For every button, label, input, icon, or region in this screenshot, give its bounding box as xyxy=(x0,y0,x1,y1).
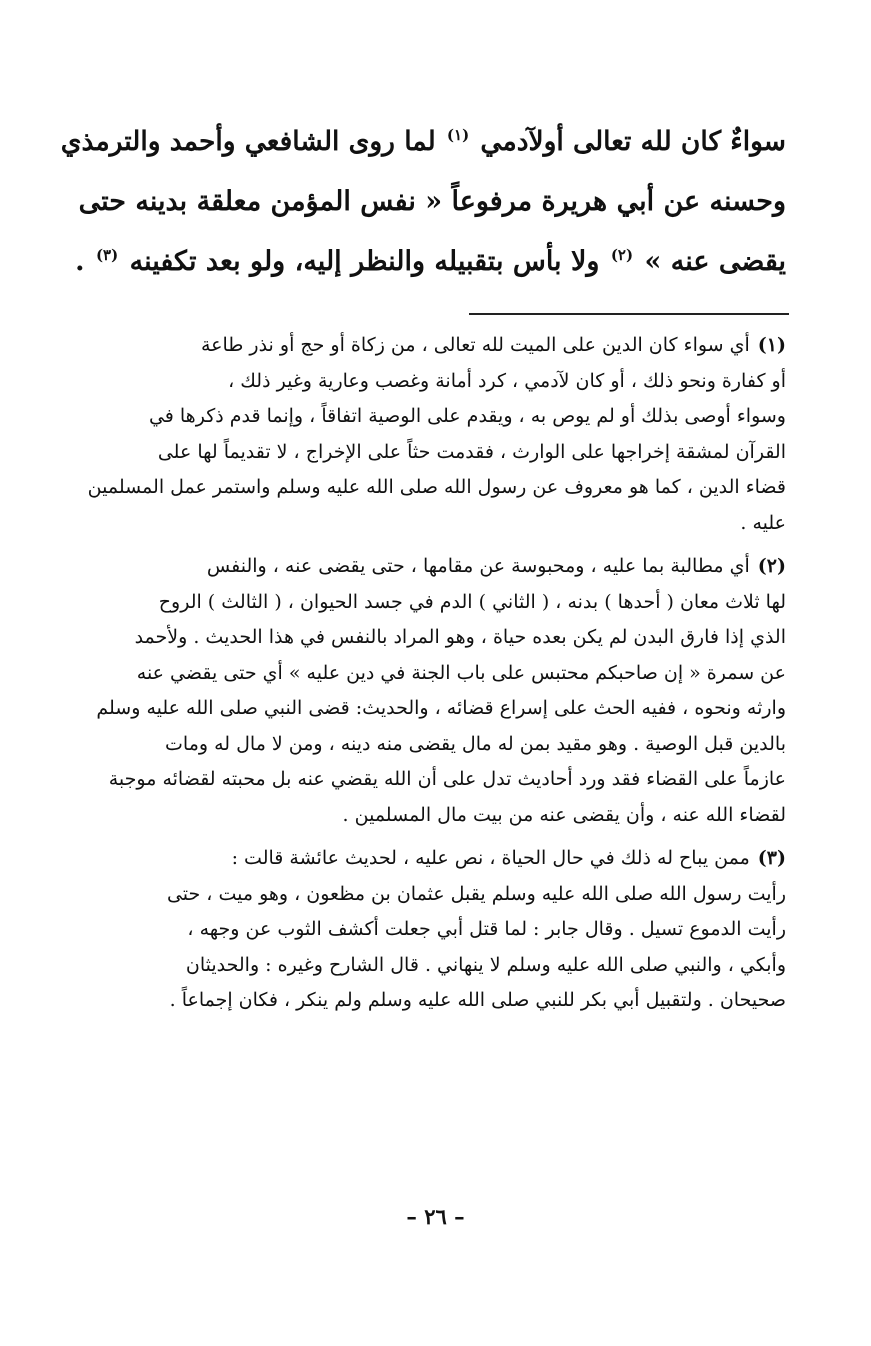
footnote-3 xyxy=(56,841,786,1019)
footnote-1-line-3: وسواء أوصى بذلك أو لم يوص به ، ويقدم على الوصية اتفاقاً ، وإنما قدم ذكرها في xyxy=(148,405,786,427)
footnote-3-line-1 xyxy=(56,841,786,877)
footnote-3-number: (٣) xyxy=(757,847,786,869)
footnote-1-line-2: أو كفارة ونحو ذلك ، أو كان لآدمي ، كرد أمانة وغصب وعارية وغير ذلك ، xyxy=(228,369,786,392)
footnote-1-number: (١) xyxy=(757,334,786,356)
footnote-1-line-1-text: أي سواء كان الدين على الميت لله تعالى ، من زكاة أو حج أو نذر طاعة xyxy=(200,334,750,356)
footnote-3-line-4: وأبكي ، والنبي صلى الله عليه وسلم لا ينهاني . قال الشارح وغيره : والحديثان xyxy=(185,953,786,976)
footnote-2-line-1-text: أي مطالبة بما عليه ، ومحبوسة عن مقامها ، حتى يقضى عنه ، والنفس xyxy=(206,555,750,577)
footnote-3-line-2: رأيت رسول الله صلى الله عليه وسلم يقبل عثمان بن مظعون ، وهو ميت ، حتى xyxy=(166,882,786,905)
main-line-2: وحسنه عن أبي هريرة مرفوعاً « نفس المؤمن معلقة بدينه حتى xyxy=(78,186,786,217)
main-line-1-start: سواءٌ كان لله تعالى أولآدمي xyxy=(480,126,786,157)
footnote-2-line-4: عن سمرة « إن صاحبكم محتبس على باب الجنة في دين عليه » أي حتى يقضي عنه xyxy=(136,661,786,684)
footnotes-section xyxy=(56,328,786,1027)
main-line-3 xyxy=(56,232,786,292)
main-line-1 xyxy=(56,112,786,172)
footnote-ref-2: (٢) xyxy=(610,246,634,264)
footnote-divider xyxy=(469,313,789,315)
footnote-ref-1: (١) xyxy=(446,126,470,145)
main-line-1-rest: لما روى الشافعي وأحمد والترمذي xyxy=(60,126,436,157)
page-number: – ٢٦ – xyxy=(406,1204,465,1229)
footnote-2-line-7: عازماً على القضاء فقد ورد أحاديث تدل على أن الله يقضي عنه بل محبته لقضائه موجبة xyxy=(108,768,786,790)
footnote-2-line-3: الذي إذا فارق البدن لم يكن بعده حياة ، وهو المراد بالنفس في هذا الحديث . ولأحمد xyxy=(134,626,786,648)
main-line-3-end: . xyxy=(75,246,85,277)
footnote-3-line-1-text: ممن يباح له ذلك في حال الحياة ، نص عليه ، لحديث عائشة قالت : xyxy=(231,847,750,869)
footnote-ref-3: (٣) xyxy=(95,246,119,264)
footnote-2 xyxy=(56,549,786,833)
footnote-3-line-3: رأيت الدموع تسيل . وقال جابر : لما قتل أبي جعلت أكشف الثوب عن وجهه ، xyxy=(187,918,786,940)
footnote-2-line-5: وارثه ونحوه ، ففيه الحث على إسراع قضائه ، والحديث: قضى النبي صلى الله عليه وسلم xyxy=(96,697,786,719)
footnote-1-line-6: عليه . xyxy=(740,511,786,534)
footnote-1-line-1 xyxy=(56,328,786,364)
footnote-2-line-2: لها ثلاث معان ( أحدها ) بدنه ، ( الثاني ) الدم في جسد الحيوان ، ( الثالث ) الروح xyxy=(158,590,786,613)
footnote-2-line-6: بالدين قبل الوصية . وهو مقيد بمن له مال يقضى منه دينه ، ومن لا مال له ومات xyxy=(165,732,786,755)
footnote-2-line-1 xyxy=(56,549,786,585)
footnote-2-number: (٢) xyxy=(757,555,786,577)
footnote-1 xyxy=(56,328,786,541)
main-text xyxy=(56,112,786,292)
main-line-3-rest: ولا بأس بتقبيله والنظر إليه، ولو بعد تكفينه xyxy=(129,246,600,277)
footnote-1-line-5: قضاء الدين ، كما هو معروف عن رسول الله صلى الله عليه وسلم واستمر عمل المسلمين xyxy=(87,476,786,498)
footnote-2-line-8: لقضاء الله عنه ، وأن يقضى عنه من بيت مال المسلمين . xyxy=(342,803,786,826)
footnote-1-line-4: القرآن لمشقة إخراجها على الوارث ، فقدمت حثاً على الإخراج ، لا تقديماً لها على xyxy=(157,440,786,463)
main-line-3-start: يقضى عنه » xyxy=(644,246,786,277)
footnote-3-line-5: صحيحان . ولتقبيل أبي بكر للنبي صلى الله عليه وسلم ولم ينكر ، فكان إجماعاً . xyxy=(169,989,786,1011)
